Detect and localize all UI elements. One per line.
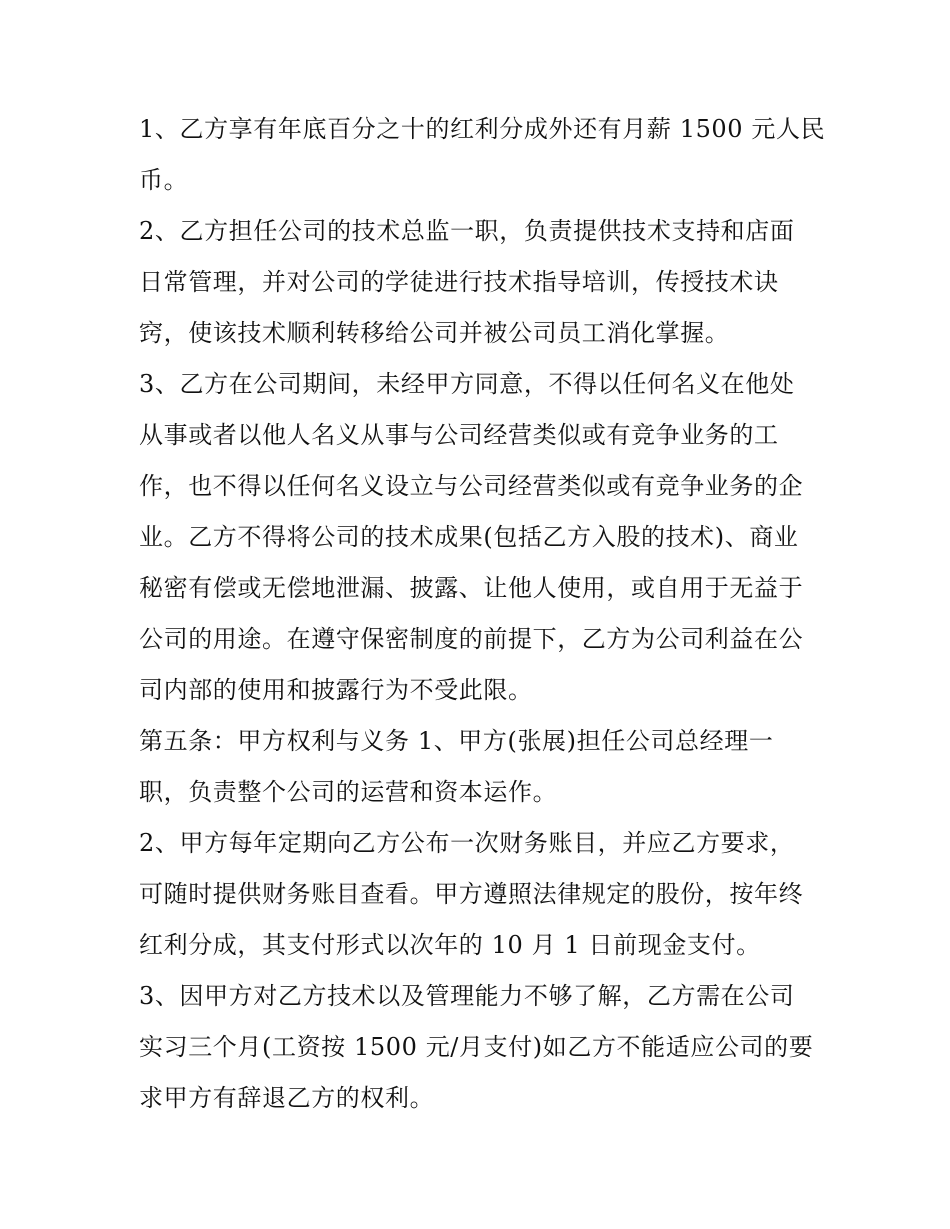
paragraph-item-2-technical-director	[139, 206, 819, 359]
text-line: 可随时提供财务账目查看。甲方遵照法律规定的股份，按年终	[139, 880, 804, 908]
text-line: 2、甲方每年定期向乙方公布一次财务账目，并应乙方要求，	[139, 829, 795, 857]
text-line: 作，也不得以任何名义设立与公司经营类似或有竞争业务的企	[139, 472, 804, 500]
text-line: 公司的用途。在遵守保密制度的前提下，乙方为公司利益在公	[139, 625, 804, 653]
paragraph-item-3-non-compete	[139, 359, 819, 716]
paragraph-item-1-salary	[139, 104, 826, 206]
text-line: 职，负责整个公司的运营和资本运作。	[139, 778, 558, 806]
text-line: 第五条：甲方权利与义务 1、甲方(张展)担任公司总经理一	[139, 727, 774, 755]
text-line: 业。乙方不得将公司的技术成果(包括乙方入股的技术)、商业	[139, 523, 799, 551]
paragraph-item-2-financial-disclosure	[139, 818, 819, 971]
text-line: 司内部的使用和披露行为不受此限。	[139, 676, 533, 704]
document-body	[139, 104, 826, 1124]
text-line: 求甲方有辞退乙方的权利。	[139, 1084, 435, 1112]
text-line: 窍，使该技术顺利转移给公司并被公司员工消化掌握。	[139, 319, 730, 347]
text-line: 日常管理，并对公司的学徒进行技术指导培训，传授技术诀	[139, 268, 779, 296]
article-five-party-a-rights	[139, 716, 819, 818]
text-line: 2、乙方担任公司的技术总监一职，负责提供技术支持和店面	[139, 217, 795, 245]
text-line: 1、乙方享有年底百分之十的红利分成外还有月薪 1500 元人民	[139, 115, 826, 143]
paragraph-item-3-probation	[139, 971, 819, 1124]
text-line: 从事或者以他人名义从事与公司经营类似或有竞争业务的工	[139, 421, 779, 449]
text-line: 3、乙方在公司期间，未经甲方同意，不得以任何名义在他处	[139, 370, 795, 398]
text-line: 秘密有偿或无偿地泄漏、披露、让他人使用，或自用于无益于	[139, 574, 804, 602]
text-line: 红利分成，其支付形式以次年的 10 月 1 日前现金支付。	[139, 931, 761, 959]
text-line: 币。	[139, 166, 189, 194]
text-line: 3、因甲方对乙方技术以及管理能力不够了解，乙方需在公司	[139, 982, 795, 1010]
text-line: 实习三个月(工资按 1500 元/月支付)如乙方不能适应公司的要	[139, 1033, 814, 1061]
